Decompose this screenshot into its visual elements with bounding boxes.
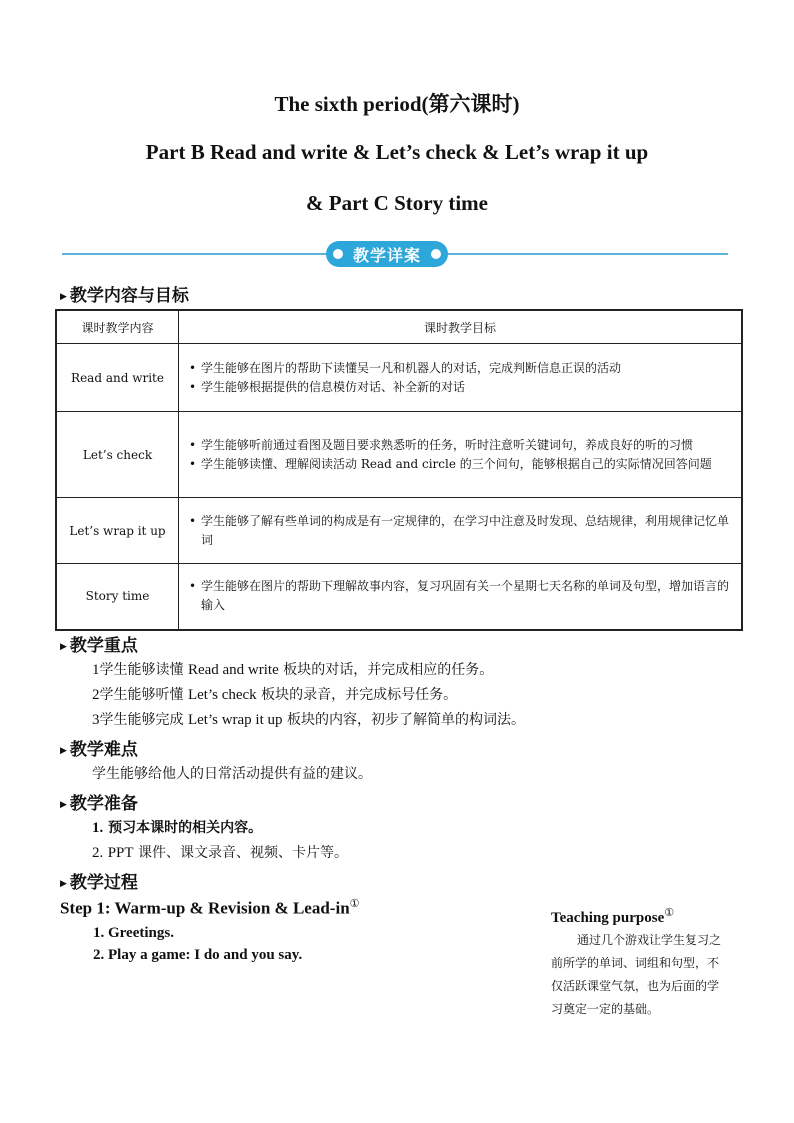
heading-difficulties: ▶ 教学难点	[60, 740, 138, 760]
table-header-content: 课时教学内容	[56, 310, 179, 344]
goal-item: • 学生能够读懂、理解阅读活动 Read and circle 的三个问句，能够根据自己的实际情况回答问题	[187, 455, 735, 474]
section-banner	[326, 241, 448, 267]
table-row	[56, 344, 742, 412]
triangle-bullet-icon: ▶	[60, 746, 67, 756]
banner-divider-left	[62, 253, 326, 255]
footnote-marker: ①	[664, 907, 675, 919]
goal-item: • 学生能够根据提供的信息模仿对话、补全新的对话	[187, 378, 735, 397]
table-cell-goals	[179, 412, 743, 498]
banner-divider-right	[448, 253, 728, 255]
step-title: Step 1: Warm-up & Revision & Lead-in①	[60, 898, 360, 918]
difficulty-text: 学生能够给他人的日常活动提供有益的建议。	[92, 766, 372, 782]
footnote-marker: ①	[349, 898, 360, 910]
goal-item: • 学生能够了解有些单词的构成是有一定规律的，在学习中注意及时发现、总结规律，利用规律记忆单词	[187, 512, 735, 550]
document-subtitle-continued: & Part C Story time	[306, 191, 488, 215]
key-point-item: 3学生能够完成 Let’s wrap it up 板块的内容，初步了解简单的构词法。	[92, 712, 525, 728]
table-row	[56, 412, 742, 498]
heading-content-goals: ▶ 教学内容与目标	[60, 286, 189, 306]
step-item: 1. Greetings.	[93, 925, 174, 941]
goal-item: • 学生能够听前通过看图及题目要求熟悉听的任务，听时注意听关键词句，养成良好的听的习惯	[187, 436, 735, 455]
table-header-goals: 课时教学目标	[179, 310, 743, 344]
goals-table	[55, 309, 743, 631]
key-point-item: 2学生能够听懂 Let’s check 板块的录音，并完成标号任务。	[92, 687, 458, 703]
goal-item: • 学生能够在图片的帮助下理解故事内容，复习巩固有关一个星期七天名称的单词及句型，增加语言的输入	[187, 577, 735, 615]
table-row	[56, 564, 742, 630]
banner-label: 教学详案	[352, 245, 421, 265]
table-cell-goals	[179, 564, 743, 630]
teaching-purpose-title: Teaching purpose①	[551, 907, 675, 926]
table-header-row	[56, 310, 742, 344]
triangle-bullet-icon: ▶	[60, 292, 67, 302]
table-cell-content: Read and write	[56, 344, 179, 412]
triangle-bullet-icon: ▶	[60, 642, 67, 652]
heading-process: ▶ 教学过程	[60, 873, 138, 893]
table-cell-content: Story time	[56, 564, 179, 630]
document-subtitle: Part B Read and write & Let’s check & Let’s wrap it up	[145, 140, 649, 164]
document-title: The sixth period(第六课时)	[274, 92, 520, 116]
table-row	[56, 498, 742, 564]
table-cell-content: Let’s wrap it up	[56, 498, 179, 564]
teaching-purpose-text: 通过几个游戏让学生复习之前所学的单词、词组和句型，不仅活跃课堂气氛，也为后面的学习奠定一定的基础。	[551, 933, 722, 1016]
triangle-bullet-icon: ▶	[60, 879, 67, 889]
goal-item: • 学生能够在图片的帮助下读懂吴一凡和机器人的对话，完成判断信息正误的活动	[187, 359, 735, 378]
table-cell-content: Let’s check	[56, 412, 179, 498]
table-cell-goals	[179, 344, 743, 412]
triangle-bullet-icon: ▶	[60, 800, 67, 810]
preparation-item: 2. PPT 课件、课文录音、视频、卡片等。	[92, 845, 349, 861]
step-item: 2. Play a game: I do and you say.	[93, 947, 303, 963]
preparation-item: 1. 预习本课时的相关内容。	[92, 820, 263, 836]
heading-preparation: ▶ 教学准备	[60, 794, 138, 814]
heading-key-points: ▶ 教学重点	[60, 636, 138, 656]
table-cell-goals	[179, 498, 743, 564]
key-point-item: 1学生能够读懂 Read and write 板块的对话，并完成相应的任务。	[92, 662, 494, 678]
